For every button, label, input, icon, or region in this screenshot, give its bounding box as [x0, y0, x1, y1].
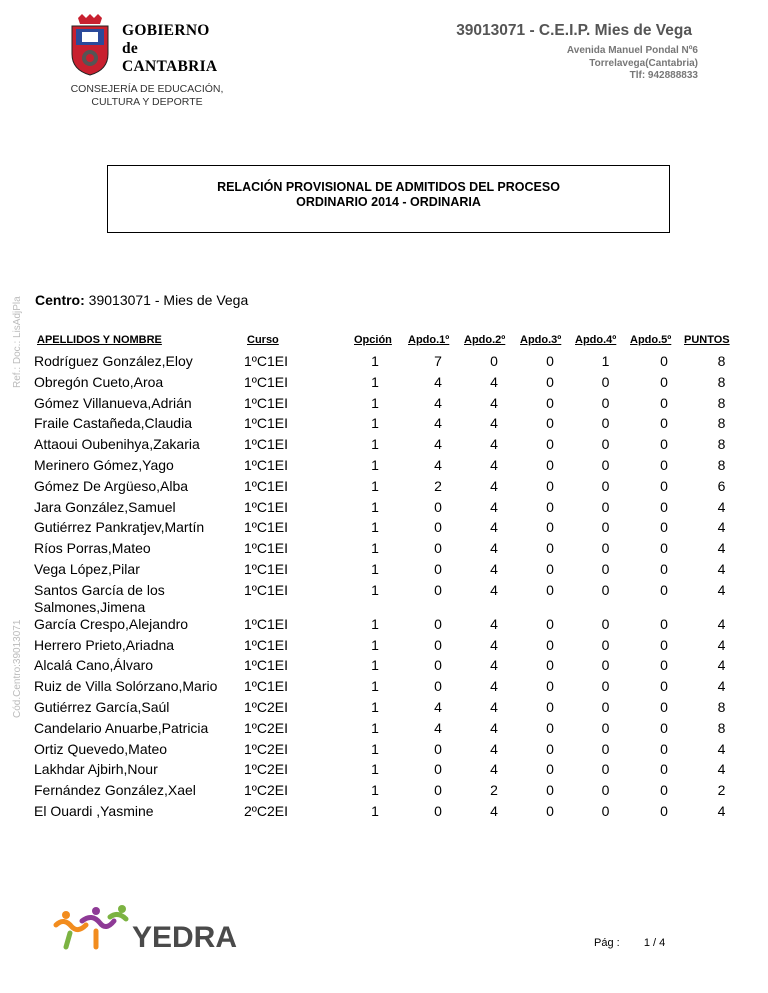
cell-puntos: 4: [717, 615, 726, 632]
cell-a4: 0: [601, 456, 610, 473]
table-row: [34, 616, 748, 637]
cell-a5: 0: [660, 498, 668, 515]
cell-puntos: 4: [717, 519, 726, 536]
table-row: [34, 374, 748, 395]
header-apdo2: Apdo.2º: [464, 334, 506, 346]
cell-puntos: 4: [717, 498, 726, 515]
cell-a2: 2: [490, 782, 498, 799]
side-code-text: Cód.Centro:39013071: [12, 619, 23, 718]
cell-a1: 0: [434, 740, 442, 757]
cell-nombre: Merinero Gómez,Yago: [34, 456, 174, 473]
cell-a2: 4: [490, 657, 498, 674]
cell-opcion: 1: [371, 519, 379, 536]
yedra-figures-icon: [56, 905, 126, 947]
cell-a1: 4: [434, 719, 442, 736]
cell-a4: 0: [601, 415, 610, 432]
cell-puntos: 8: [717, 719, 726, 736]
cell-nombre: Santos García de los Salmones,Jimena: [34, 581, 165, 615]
cell-curso: 1ºC1EI: [244, 415, 289, 432]
coat-of-arms-icon: [68, 14, 112, 81]
cell-opcion: 1: [371, 615, 379, 632]
cell-a5: 0: [660, 636, 668, 653]
cell-a3: 0: [546, 719, 554, 736]
cell-puntos: 4: [717, 761, 726, 778]
cell-opcion: 1: [371, 740, 379, 757]
header-apdo5: Apdo.5º: [630, 334, 672, 346]
cell-a3: 0: [546, 373, 554, 390]
cell-a2: 4: [490, 394, 498, 411]
cell-nombre: Jara González,Samuel: [34, 498, 176, 515]
cell-opcion: 1: [371, 636, 379, 653]
cell-puntos: 4: [717, 657, 726, 674]
document-title: RELACIÓN PROVISIONAL DE ADMITIDOS DEL PROCESO ORDINARIO 2014 - ORDINARIA: [107, 165, 670, 233]
side-reference-text: Ref.: Doc.: LisAdjPla: [12, 296, 23, 388]
header-curso: Curso: [247, 334, 279, 346]
cell-puntos: 8: [717, 394, 726, 411]
cell-curso: 1ºC1EI: [244, 657, 289, 674]
cell-a2: 4: [490, 477, 498, 494]
centro-line: [35, 292, 248, 308]
cell-opcion: 1: [371, 394, 379, 411]
centro-value: 39013071 - Mies de Vega: [88, 292, 249, 308]
cell-a2: 4: [490, 519, 498, 536]
cell-a3: 0: [546, 353, 554, 369]
cell-a5: 0: [660, 678, 668, 695]
table-row: [34, 499, 748, 520]
cell-a4: 0: [601, 761, 610, 778]
cell-opcion: 1: [371, 373, 379, 390]
cell-a3: 0: [546, 560, 554, 577]
school-name: 39013071 - C.E.I.P. Mies de Vega: [456, 22, 692, 39]
admitted-table: [34, 353, 748, 824]
cell-opcion: 1: [371, 678, 379, 695]
cell-a5: 0: [660, 560, 668, 577]
cell-a1: 0: [434, 761, 442, 778]
cell-curso: 1ºC1EI: [244, 456, 289, 473]
cell-a5: 0: [660, 615, 668, 632]
cell-a1: 2: [434, 477, 442, 494]
table-row: [34, 761, 748, 782]
cell-a1: 0: [434, 560, 442, 577]
table-row: [34, 415, 748, 436]
cell-a4: 0: [601, 560, 610, 577]
cell-nombre: García Crespo,Alejandro: [34, 615, 189, 632]
cell-a1: 0: [434, 540, 442, 557]
cell-a1: 4: [434, 436, 442, 453]
cell-a3: 0: [546, 636, 554, 653]
cell-a5: 0: [660, 415, 668, 432]
cell-a3: 0: [546, 581, 554, 598]
cell-nombre: Obregón Cueto,Aroa: [34, 373, 164, 390]
cell-puntos: 4: [717, 636, 726, 653]
cell-opcion: 1: [371, 782, 379, 799]
cell-a2: 4: [490, 498, 498, 515]
cell-a1: 4: [434, 456, 442, 473]
cell-nombre: Gómez De Argüeso,Alba: [34, 477, 189, 494]
cell-a3: 0: [546, 456, 554, 473]
cell-opcion: 1: [371, 719, 379, 736]
header-nombre: APELLIDOS Y NOMBRE: [37, 334, 162, 346]
cell-a3: 0: [546, 394, 554, 411]
cell-a4: 0: [601, 782, 610, 799]
cell-a2: 4: [490, 456, 498, 473]
cell-opcion: 1: [371, 581, 379, 598]
cell-a2: 4: [490, 719, 498, 736]
cell-a5: 0: [660, 698, 668, 715]
yedra-logo-text: YEDRA: [132, 921, 238, 953]
cell-a2: 4: [490, 761, 498, 778]
cell-a4: 0: [601, 540, 610, 557]
cell-nombre: Rodríguez González,Eloy: [34, 353, 193, 369]
cell-curso: 1ºC1EI: [244, 678, 289, 695]
table-row: [34, 678, 748, 699]
table-row: [34, 803, 748, 824]
cell-nombre: Ortiz Quevedo,Mateo: [34, 740, 168, 757]
cell-opcion: 1: [371, 498, 379, 515]
cell-a4: 0: [601, 394, 610, 411]
cell-nombre: Fernández González,Xael: [34, 782, 196, 799]
cell-opcion: 1: [371, 560, 379, 577]
yedra-logo: [52, 903, 242, 958]
cell-a1: 0: [434, 498, 442, 515]
consejeria-label: CONSEJERÍA DE EDUCACIÓN, CULTURA Y DEPORTE: [70, 83, 224, 108]
cell-nombre: El Ouardi ,Yasmine: [34, 802, 154, 819]
cell-a1: 0: [434, 581, 442, 598]
cell-a1: 4: [434, 415, 442, 432]
cell-a1: 0: [434, 519, 442, 536]
cell-curso: 1ºC2EI: [244, 782, 289, 799]
cell-a5: 0: [660, 540, 668, 557]
cell-a4: 0: [601, 436, 610, 453]
cell-curso: 1ºC2EI: [244, 761, 289, 778]
cell-puntos: 8: [717, 353, 726, 369]
cell-curso: 1ºC1EI: [244, 560, 289, 577]
cell-a4: 0: [601, 678, 610, 695]
cell-a2: 4: [490, 581, 498, 598]
cell-curso: 1ºC2EI: [244, 698, 289, 715]
cell-opcion: 1: [371, 456, 379, 473]
cell-curso: 1ºC1EI: [244, 373, 289, 390]
header-apdo3: Apdo.3º: [520, 334, 562, 346]
table-row: [34, 741, 748, 762]
cell-a5: 0: [660, 436, 668, 453]
cell-opcion: 1: [371, 698, 379, 715]
cell-a3: 0: [546, 615, 554, 632]
cell-a5: 0: [660, 740, 668, 757]
cell-puntos: 8: [717, 415, 726, 432]
cell-puntos: 6: [717, 477, 726, 494]
cell-a5: 0: [660, 519, 668, 536]
cell-a4: 0: [601, 498, 610, 515]
table-row: [34, 353, 748, 374]
cell-a5: 0: [660, 719, 668, 736]
cell-curso: 1ºC1EI: [244, 498, 289, 515]
cell-curso: 1ºC2EI: [244, 719, 289, 736]
cell-a4: 0: [601, 636, 610, 653]
page-current: 1: [643, 937, 650, 949]
header-apdo1: Apdo.1º: [408, 334, 450, 346]
cell-a5: 0: [660, 802, 668, 819]
cell-a5: 0: [660, 581, 668, 598]
cell-nombre: Candelario Anuarbe,Patricia: [34, 719, 209, 736]
cell-curso: 1ºC1EI: [244, 477, 289, 494]
cell-a1: 0: [434, 678, 442, 695]
cell-a5: 0: [660, 477, 668, 494]
cell-opcion: 1: [371, 415, 379, 432]
cell-a4: 0: [601, 657, 610, 674]
table-row: [34, 637, 748, 658]
cell-a3: 0: [546, 498, 554, 515]
cell-curso: 1ºC1EI: [244, 615, 289, 632]
cell-a3: 0: [546, 436, 554, 453]
cell-a2: 4: [490, 740, 498, 757]
cell-puntos: 8: [717, 373, 726, 390]
table-row: [34, 720, 748, 741]
table-row: [34, 457, 748, 478]
cell-a2: 4: [490, 615, 498, 632]
header-puntos: PUNTOS: [684, 334, 730, 346]
cell-a4: 0: [601, 373, 610, 390]
cell-a3: 0: [546, 540, 554, 557]
cell-a1: 0: [434, 802, 442, 819]
cell-a1: 4: [434, 394, 442, 411]
cell-a5: 0: [660, 761, 668, 778]
centro-label: Centro:: [35, 292, 85, 308]
cell-a3: 0: [546, 678, 554, 695]
cell-puntos: 2: [717, 782, 726, 799]
cell-puntos: 8: [717, 436, 726, 453]
cell-a1: 4: [434, 373, 442, 390]
table-row: [34, 782, 748, 803]
page-total: 4: [659, 937, 666, 949]
cell-opcion: 1: [371, 802, 379, 819]
cell-opcion: 1: [371, 353, 379, 369]
cell-a3: 0: [546, 782, 554, 799]
cell-a2: 4: [490, 373, 498, 390]
cell-a3: 0: [546, 740, 554, 757]
table-row: [34, 561, 748, 582]
cell-puntos: 4: [717, 581, 726, 598]
cell-puntos: 8: [717, 456, 726, 473]
cell-a4: 1: [601, 353, 610, 369]
cell-nombre: Lakhdar Ajbirh,Nour: [34, 761, 158, 778]
cell-a5: 0: [660, 456, 668, 473]
cell-a3: 0: [546, 802, 554, 819]
cell-a3: 0: [546, 657, 554, 674]
cell-a1: 0: [434, 782, 442, 799]
header-apdo4: Apdo.4º: [575, 334, 617, 346]
cell-nombre: Herrero Prieto,Ariadna: [34, 636, 175, 653]
cell-a3: 0: [546, 761, 554, 778]
cell-a2: 4: [490, 678, 498, 695]
cell-a5: 0: [660, 657, 668, 674]
table-row: [34, 699, 748, 720]
cell-a5: 0: [660, 782, 668, 799]
cell-a5: 0: [660, 394, 668, 411]
cell-curso: 1ºC1EI: [244, 540, 289, 557]
cell-nombre: Gómez Villanueva,Adrián: [34, 394, 192, 411]
table-row: [34, 657, 748, 678]
government-logo-text: GOBIERNO de CANTABRIA: [122, 22, 218, 75]
cell-a2: 4: [490, 436, 498, 453]
cell-curso: 1ºC1EI: [244, 636, 289, 653]
cell-a2: 4: [490, 540, 498, 557]
cell-a2: 4: [490, 802, 498, 819]
cell-a3: 0: [546, 698, 554, 715]
cell-nombre: Gutiérrez Pankratjev,Martín: [34, 519, 205, 536]
table-row: [34, 436, 748, 457]
cell-curso: 1ºC1EI: [244, 394, 289, 411]
cell-puntos: 4: [717, 678, 726, 695]
cell-puntos: 4: [717, 560, 726, 577]
page-label: Pág :: [594, 937, 620, 949]
cell-opcion: 1: [371, 761, 379, 778]
cell-opcion: 1: [371, 477, 379, 494]
cell-a2: 4: [490, 560, 498, 577]
cell-curso: 1ºC1EI: [244, 581, 289, 598]
cell-nombre: Ríos Porras,Mateo: [34, 540, 151, 557]
cell-a4: 0: [601, 740, 610, 757]
header-opcion: Opción: [354, 334, 392, 346]
cell-a1: 7: [434, 353, 442, 369]
cell-a4: 0: [601, 477, 610, 494]
cell-a2: 4: [490, 636, 498, 653]
cell-a2: 4: [490, 698, 498, 715]
table-row: [34, 478, 748, 499]
cell-nombre: Ruiz de Villa Solórzano,Mario: [34, 678, 218, 695]
cell-curso: 1ºC1EI: [244, 519, 289, 536]
cell-a3: 0: [546, 519, 554, 536]
cell-a1: 0: [434, 657, 442, 674]
cell-a1: 0: [434, 636, 442, 653]
cell-a2: 4: [490, 415, 498, 432]
page-separator: /: [653, 937, 657, 949]
cell-opcion: 1: [371, 657, 379, 674]
cell-a1: 4: [434, 698, 442, 715]
cell-a3: 0: [546, 415, 554, 432]
cell-a4: 0: [601, 802, 610, 819]
cell-a4: 0: [601, 581, 610, 598]
table-row: [34, 395, 748, 416]
cell-puntos: 8: [717, 698, 726, 715]
cell-nombre: Alcalá Cano,Álvaro: [34, 657, 154, 674]
cell-a4: 0: [601, 615, 610, 632]
cell-a4: 0: [601, 519, 610, 536]
cell-a3: 0: [546, 477, 554, 494]
cell-curso: 2ºC2EI: [244, 802, 289, 819]
cell-puntos: 4: [717, 540, 726, 557]
table-row: [34, 540, 748, 561]
cell-curso: 1ºC1EI: [244, 436, 289, 453]
cell-nombre: Attaoui Oubenihya,Zakaria: [34, 436, 200, 453]
cell-a2: 0: [490, 353, 498, 369]
cell-puntos: 4: [717, 740, 726, 757]
cell-nombre: Fraile Castañeda,Claudia: [34, 415, 192, 432]
page-indicator: [594, 937, 665, 949]
table-row: [34, 519, 748, 540]
cell-curso: 1ºC2EI: [244, 740, 289, 757]
cell-puntos: 4: [717, 802, 726, 819]
cell-a5: 0: [660, 373, 668, 390]
table-row: [34, 582, 748, 616]
cell-nombre: Gutiérrez García,Saúl: [34, 698, 170, 715]
cell-opcion: 1: [371, 540, 379, 557]
cell-a4: 0: [601, 719, 610, 736]
cell-nombre: Vega López,Pilar: [34, 560, 140, 577]
cell-opcion: 1: [371, 436, 379, 453]
cell-a4: 0: [601, 698, 610, 715]
cell-curso: 1ºC1EI: [244, 353, 289, 369]
cell-a5: 0: [660, 353, 668, 369]
cell-a1: 0: [434, 615, 442, 632]
school-address: Avenida Manuel Pondal Nº6 Torrelavega(Cantabria) Tlf: 942888833: [566, 45, 698, 81]
